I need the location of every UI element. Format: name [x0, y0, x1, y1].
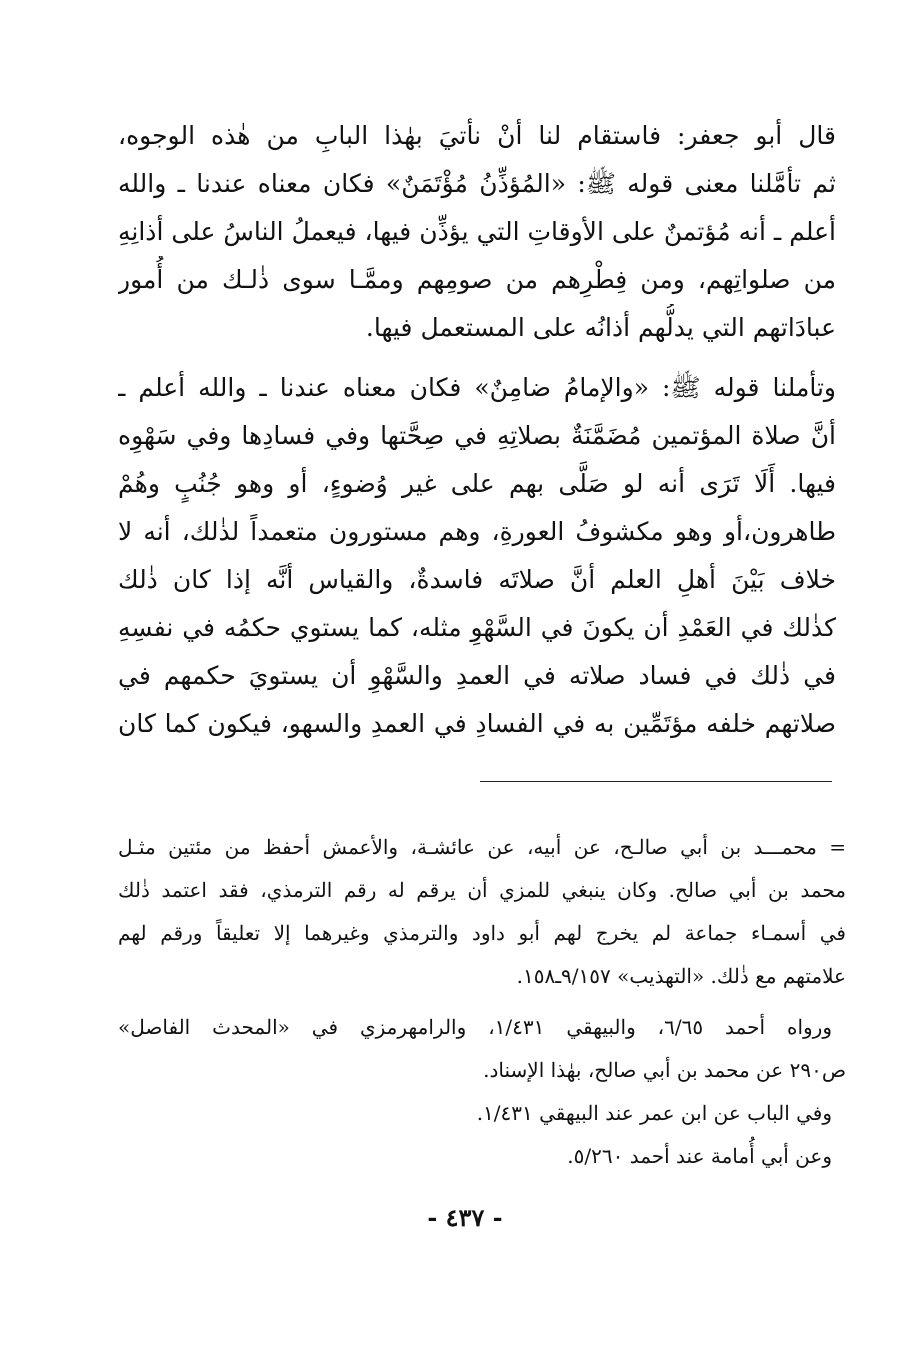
- footnote-separator: [480, 781, 832, 782]
- text-line: خلاف بَيْنَ أهلِ العلم أنَّ صلاتَه فاسدةٌ، والقياس أنَّه إذا كان ذٰلك: [118, 565, 836, 594]
- text-line: عبادَاتهم التي يدلُّهم أذانُه على المستعمل فيها.: [365, 313, 836, 342]
- footnote-line: ورواه أحمد ٦/٦٥، والبيهقي ١/٤٣١، والرامهرمزي في «المحدث الفاصل»: [118, 1015, 832, 1039]
- paragraph-2: [118, 364, 836, 748]
- text-line: فيها. أَلَا تَرَى أنه لو صَلَّى بهم على غير وُضوءٍ، أو وهو جُنُبٍ وهُمْ: [118, 469, 836, 498]
- footnote-3: وفي الباب عن ابن عمر عند البيهقي ١/٤٣١.: [476, 1101, 832, 1125]
- text-line: في ذٰلك في فساد صلاته في العمدِ والسَّهْوِ أن يستويَ حكمهم في: [118, 661, 836, 690]
- footnote-line: علامتهم مع ذٰلك. «التهذيب» ٩/١٥٧ـ١٥٨.: [516, 964, 846, 988]
- text-line: وتأملنا قوله ﷺ: «والإمامُ ضامِنٌ» فكان معناه عندنا ـ والله أعلم ـ: [118, 373, 836, 402]
- text-line: قال أبو جعفر: فاستقام لنا أنْ نأتيَ بهٰذا البابِ من هٰذه الوجوه،: [118, 121, 836, 150]
- footnote-2: [118, 1006, 846, 1092]
- footnote-line: في أسمـاء جماعة لم يخرج لهم أبو داود والترمذي وغيرهما إلا تعليقاً ورقم لهم: [118, 921, 846, 945]
- main-text: [118, 112, 836, 748]
- text-line: كذٰلك في العَمْدِ أن يكونَ في السَّهْوِ مثله، كما يستوي حكمُه في نفسِهِ: [118, 613, 836, 642]
- footnote-4: وعن أبي أُمامة عند أحمد ٥/٢٦٠.: [567, 1144, 832, 1168]
- footnote-line: محمد بن أبي صالح. وكان ينبغي للمزي أن يرقم له رقم الترمذي، فقد اعتمد ذٰلك: [118, 878, 846, 902]
- paragraph-gap: [118, 352, 836, 364]
- text-line: صلاتهم خلفه مؤتَمِّين به في الفسادِ في العمدِ والسهو، فيكون كما كان: [118, 709, 836, 738]
- footnote-line: = محمـــد بن أبي صالـح، عن أبيه، عن عائشـة، والأعمش أحفظ من مئتين مثـل: [118, 835, 846, 859]
- footnotes: [118, 826, 846, 1178]
- text-line: أعلم ـ أنه مُؤتمنٌ على الأوقاتِ التي يؤذِّن فيها، فيعملُ الناسُ على أذانِهِ: [118, 217, 836, 246]
- page-number: - ٤٣٧ -: [427, 1203, 503, 1232]
- text-line: طاهرون،أو وهو مكشوفُ العورةِ، وهم مستورون متعمداً لذٰلك، أنه لا: [118, 517, 836, 546]
- text-line: أنَّ صلاة المؤتمين مُضَمَّنَةٌ بصلاتِهِ في صِحَّتها وفي فسادِها وفي سَهْوِه: [118, 421, 836, 450]
- text-line: ثم تأمَّلنا معنى قوله ﷺ: «المُؤذِّنُ مُؤْتَمَنٌ» فكان معناه عندنا ـ والله: [118, 169, 836, 198]
- footnote-gap: [118, 998, 846, 1006]
- footnote-line: ص٢٩٠ عن محمد بن أبي صالح، بهٰذا الإسناد.: [483, 1058, 846, 1082]
- footnote-1: [118, 826, 846, 998]
- paragraph-1: [118, 112, 836, 352]
- text-line: من صلواتِهم، ومن فِطْرِهم من صومِهم وممَّـا سوى ذٰلـك من أُمور: [118, 265, 836, 294]
